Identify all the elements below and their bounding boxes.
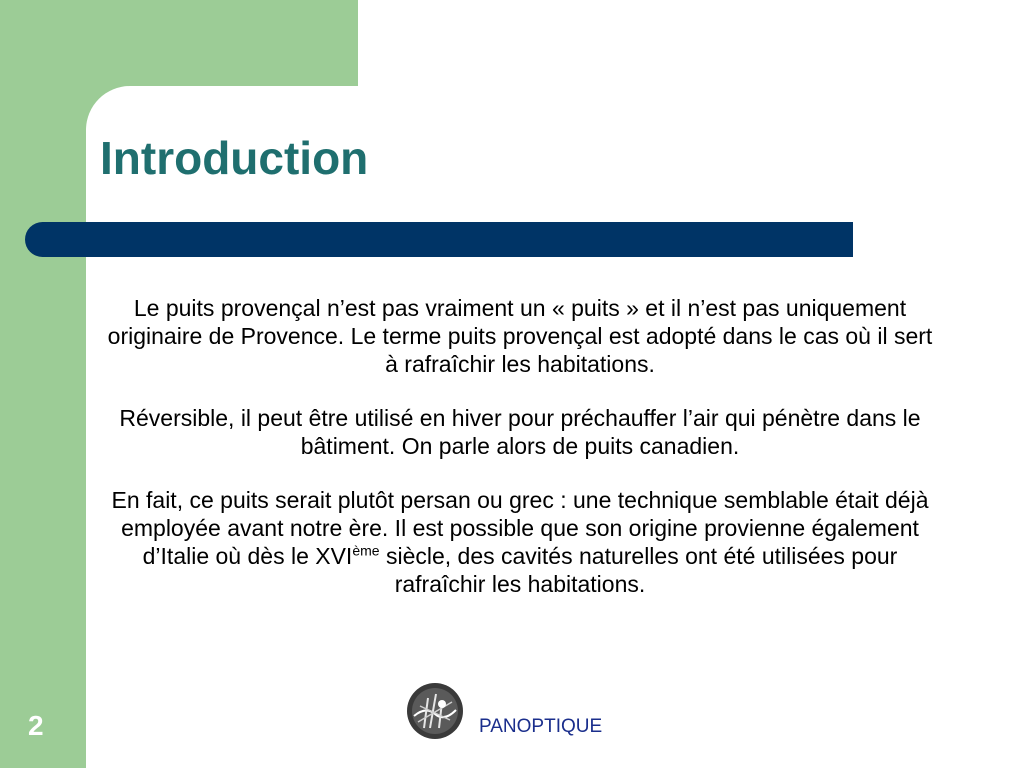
body-text [100, 294, 940, 624]
paragraph-3-text: En fait, ce puits serait plutôt persan ou grec : une technique semblable était déjà employée avant notre ère. Il est possible que son origine provienne également d’Italie où dès le XVI [111, 487, 929, 569]
paragraph-3 [100, 486, 940, 598]
paragraph-3-text-end: siècle, des cavités naturelles ont été utilisées pour rafraîchir les habitations. [379, 543, 898, 597]
slide-number: 2 [28, 710, 44, 741]
title-underline-bar [25, 222, 853, 257]
superscript-eme: ème [352, 542, 380, 559]
footer-brand: PANOPTIQUE [479, 716, 603, 737]
paragraph-2: Réversible, il peut être utilisé en hiver pour préchauffer l’air qui pénètre dans le bâtiment. On parle alors de puits canadien. [119, 405, 921, 459]
panoptique-logo-icon [406, 682, 464, 740]
paragraph-1: Le puits provençal n’est pas vraiment un « puits » et il n’est pas uniquement originaire de Provence. Le terme puits provençal est adopté dans le cas où il sert à rafraîchir les habitations. [107, 295, 933, 377]
page-title: Introduction [100, 132, 369, 184]
